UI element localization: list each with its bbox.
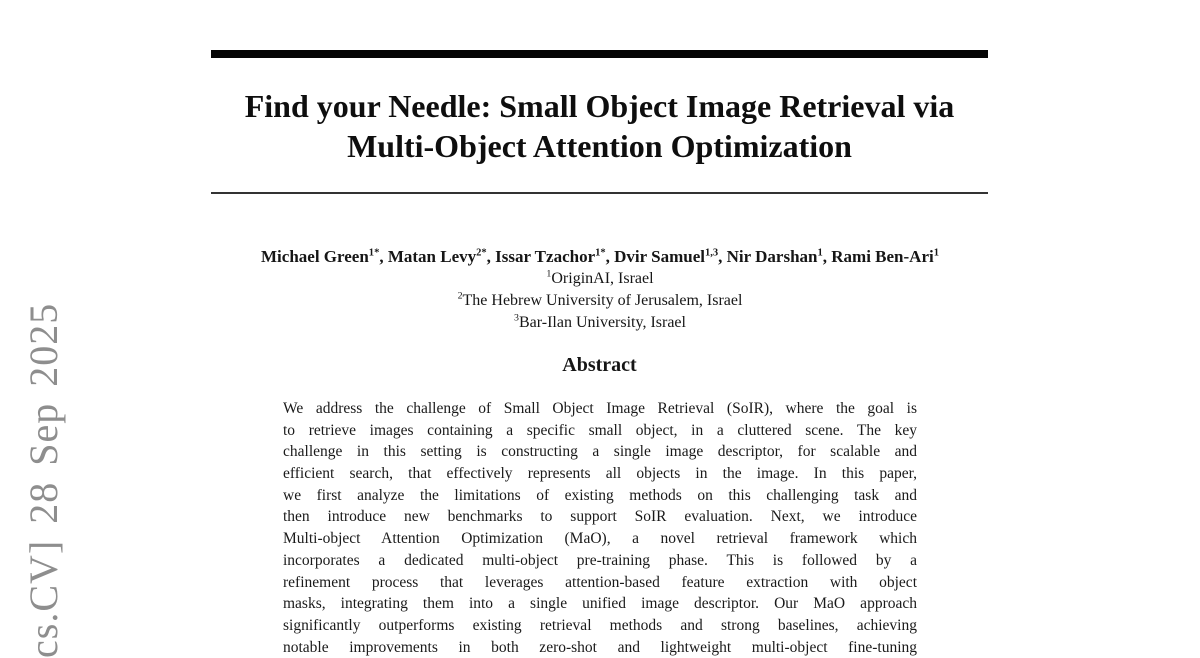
- abstract-line: masks, integrating them into a single unified image descriptor. Our MaO approach: [283, 595, 917, 613]
- title-rule-bottom: [211, 192, 988, 194]
- arxiv-stamp-vertical-text: cs.CV] 28 Sep 2025: [21, 302, 66, 658]
- affiliation-marker: 3: [514, 312, 519, 324]
- author-name: Matan Levy: [387, 247, 477, 266]
- page-title: [211, 86, 988, 166]
- abstract-line: significantly outperforms existing retrieval methods and strong baselines, achieving: [283, 616, 917, 634]
- authors-line: [150, 245, 1050, 268]
- abstract-line: efficient search, that effectively represents all objects in the image. In this paper,: [283, 465, 917, 483]
- abstract-line: Multi-object Attention Optimization (MaO), a novel retrieval framework which: [283, 530, 917, 548]
- author-name: Issar Tzachor: [495, 247, 596, 266]
- author-affil-marker: 2*: [476, 247, 487, 259]
- abstract-line: We address the challenge of Small Object Image Retrieval (SoIR), where the goal is: [283, 400, 917, 417]
- abstract-line: to retrieve images containing a specific small object, in a cluttered scene. The key: [283, 421, 917, 439]
- affiliation-text: OriginAI, Israel: [551, 270, 654, 287]
- abstract-line: refinement process that leverages attention-based feature extraction with object: [283, 573, 917, 591]
- abstract-paragraph: [283, 398, 917, 658]
- affiliation-text: The Hebrew University of Jerusalem, Israel: [462, 292, 743, 309]
- author-affil-marker: 1,3: [704, 247, 719, 259]
- affiliation-text: Bar-Ilan University, Israel: [518, 314, 686, 331]
- abstract-heading: Abstract: [562, 354, 637, 376]
- abstract-line: then introduce new benchmarks to support SoIR evaluation. Next, we introduce: [283, 508, 917, 526]
- affiliation-line: [150, 312, 1050, 334]
- title-line-1: Find your Needle: Small Object Image Retrieval via: [244, 88, 955, 124]
- author-separator: ,: [605, 247, 615, 266]
- title-rule-top: [211, 50, 988, 58]
- author-separator: ,: [486, 247, 496, 266]
- author-affil-marker: 1*: [595, 247, 606, 259]
- author-separator: ,: [379, 247, 388, 266]
- author-separator: ,: [718, 247, 727, 266]
- author-name: Nir Darshan: [726, 247, 818, 266]
- affiliation-line: [150, 268, 1050, 290]
- affiliation-marker: 1: [546, 268, 552, 280]
- author-affil-marker: 1: [817, 247, 823, 259]
- abstract-line: challenge in this setting is constructing a single image descriptor, for scalable and: [283, 443, 917, 461]
- author-name: Michael Green: [261, 247, 369, 266]
- author-name: Dvir Samuel: [614, 247, 705, 266]
- affiliation-line: [150, 290, 1050, 312]
- author-separator: ,: [822, 247, 832, 266]
- authors-affiliations-block: [150, 245, 1050, 334]
- abstract-line: notable improvements in both zero-shot and lightweight multi-object fine-tuning: [283, 638, 917, 656]
- author-affil-marker: 1*: [368, 247, 380, 259]
- abstract-line: we first analyze the limitations of existing methods on this challenging task and: [283, 486, 917, 504]
- author-name: Rami Ben-Ari: [831, 247, 934, 266]
- abstract-line: incorporates a dedicated multi-object pre-training phase. This is followed by a: [283, 551, 917, 569]
- affiliation-marker: 2: [457, 290, 463, 302]
- title-line-2: Multi-Object Attention Optimization: [347, 128, 852, 164]
- author-affil-marker: 1: [933, 247, 939, 259]
